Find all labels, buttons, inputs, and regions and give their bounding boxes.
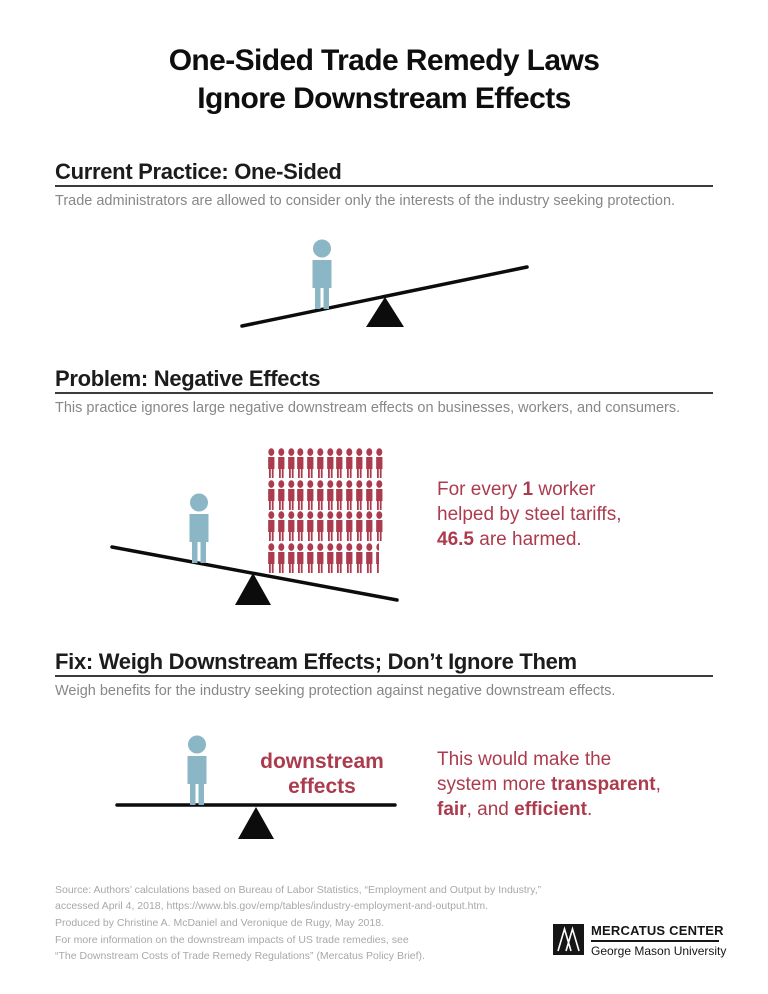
footer-more-info-line-1: For more information on the downstream impacts of US trade remedies, see bbox=[55, 934, 409, 946]
page-title bbox=[0, 42, 768, 118]
harmed-worker-icon bbox=[287, 511, 296, 541]
stat-emphasis: fair bbox=[437, 799, 467, 820]
stat-emphasis: transparent bbox=[551, 774, 656, 795]
harmed-worker-icon bbox=[306, 448, 315, 478]
protected-worker-icon bbox=[188, 736, 207, 806]
harmed-worker-icon bbox=[306, 480, 315, 510]
harmed-worker-icon bbox=[267, 480, 276, 510]
harmed-worker-icon bbox=[375, 448, 384, 478]
stat-text-benefits bbox=[437, 747, 727, 822]
harmed-worker-icon bbox=[267, 543, 276, 573]
harmed-worker-icon bbox=[296, 511, 305, 541]
harmed-figures-row bbox=[267, 448, 389, 478]
harmed-worker-icon bbox=[355, 543, 364, 573]
stat-text: . bbox=[586, 799, 593, 820]
footer-produced-text: Produced by Christine A. McDaniel and Veronique de Rugy, May 2018. bbox=[55, 917, 384, 929]
harmed-figures-row bbox=[267, 543, 389, 573]
harmed-worker-icon bbox=[335, 448, 344, 478]
harmed-worker-icon bbox=[326, 511, 335, 541]
harmed-worker-icon bbox=[335, 511, 344, 541]
footer-more-info-text bbox=[55, 933, 425, 964]
harmed-worker-icon bbox=[277, 543, 286, 573]
downstream-effects-label-line-1: downstream bbox=[260, 750, 384, 773]
harmed-worker-half-icon bbox=[375, 543, 379, 573]
seesaw-current-illustration bbox=[0, 227, 768, 345]
footer-source-line-1: Source: Authors’ calculations based on Bureau of Labor Statistics, “Employment and Output by Industry,” bbox=[55, 884, 542, 896]
harmed-worker-icon bbox=[365, 480, 374, 510]
mercatus-logo-mark-icon bbox=[553, 924, 584, 955]
page-title-line-1: One-Sided Trade Remedy Laws bbox=[168, 44, 600, 77]
section-heading-current: Current Practice: One-Sided bbox=[55, 159, 342, 184]
harmed-worker-icon bbox=[287, 448, 296, 478]
footer-source-line-2: accessed April 4, 2018, https://www.bls.gov/emp/tables/industry-employment-and-output.htm. bbox=[55, 899, 489, 912]
harmed-worker-icon bbox=[277, 448, 286, 478]
stat-text: , bbox=[655, 774, 661, 795]
stat-emphasis: efficient bbox=[514, 799, 587, 820]
harmed-worker-icon bbox=[277, 480, 286, 510]
harmed-figures-row bbox=[267, 480, 389, 510]
harmed-worker-icon bbox=[287, 480, 296, 510]
harmed-worker-icon bbox=[345, 480, 354, 510]
mercatus-logo bbox=[591, 923, 727, 958]
harmed-worker-icon bbox=[335, 543, 344, 573]
stat-emphasis: 46.5 bbox=[437, 529, 474, 550]
harmed-worker-icon bbox=[296, 543, 305, 573]
harmed-worker-icon bbox=[277, 511, 286, 541]
harmed-worker-icon bbox=[267, 511, 276, 541]
harmed-worker-icon bbox=[375, 511, 384, 541]
harmed-worker-icon bbox=[316, 480, 325, 510]
section-heading-problem: Problem: Negative Effects bbox=[55, 366, 321, 391]
mercatus-logo-name: MERCATUS CENTER bbox=[591, 923, 724, 938]
harmed-worker-icon bbox=[287, 543, 296, 573]
harmed-worker-icon bbox=[316, 511, 325, 541]
harmed-figures-grid bbox=[267, 448, 389, 574]
harmed-worker-icon bbox=[335, 480, 344, 510]
harmed-worker-icon bbox=[326, 543, 335, 573]
harmed-worker-icon bbox=[365, 511, 374, 541]
harmed-worker-icon bbox=[326, 448, 335, 478]
stat-emphasis: 1 bbox=[522, 479, 534, 500]
protected-worker-icon bbox=[313, 240, 332, 310]
harmed-worker-icon bbox=[345, 511, 354, 541]
harmed-worker-icon bbox=[316, 543, 325, 573]
harmed-worker-icon bbox=[296, 480, 305, 510]
harmed-worker-icon bbox=[296, 448, 305, 478]
mercatus-logo-divider bbox=[591, 940, 719, 942]
stat-text: This would make the bbox=[437, 749, 612, 770]
protected-worker-icon bbox=[190, 494, 209, 564]
stat-text: , and bbox=[466, 799, 515, 820]
stat-text-harmed bbox=[437, 477, 727, 552]
harmed-worker-icon bbox=[365, 448, 374, 478]
harmed-worker-icon bbox=[345, 448, 354, 478]
fulcrum-triangle-icon bbox=[238, 807, 274, 839]
harmed-worker-icon bbox=[306, 543, 315, 573]
fulcrum-triangle-icon bbox=[366, 297, 404, 327]
harmed-worker-icon bbox=[306, 511, 315, 541]
harmed-worker-icon bbox=[375, 480, 384, 510]
harmed-figures-row bbox=[267, 511, 389, 541]
section-rule-fix bbox=[55, 675, 713, 677]
stat-text: For every bbox=[437, 479, 523, 500]
harmed-worker-icon bbox=[326, 480, 335, 510]
harmed-worker-icon bbox=[316, 448, 325, 478]
section-subtitle-fix: Weigh benefits for the industry seeking protection against negative downstream effects. bbox=[55, 683, 616, 699]
harmed-worker-icon bbox=[355, 480, 364, 510]
section-subtitle-current: Trade administrators are allowed to consider only the interests of the industry seeking protection. bbox=[55, 193, 676, 209]
downstream-effects-label-line-2: effects bbox=[288, 775, 356, 798]
harmed-worker-icon bbox=[365, 543, 374, 573]
footer-source-text bbox=[55, 883, 541, 914]
section-heading-fix: Fix: Weigh Downstream Effects; Don’t Ignore Them bbox=[55, 649, 577, 674]
section-rule-current bbox=[55, 185, 713, 187]
harmed-worker-icon bbox=[345, 543, 354, 573]
mercatus-logo-university: George Mason University bbox=[591, 944, 727, 958]
harmed-worker-icon bbox=[355, 511, 364, 541]
stat-text: system more bbox=[437, 774, 552, 795]
harmed-worker-icon bbox=[355, 448, 364, 478]
section-subtitle-problem: This practice ignores large negative downstream effects on businesses, workers, and consumers. bbox=[55, 400, 681, 416]
stat-text: worker bbox=[533, 479, 596, 500]
stat-text: helped by steel tariffs, bbox=[437, 504, 622, 525]
stat-text: are harmed. bbox=[473, 529, 582, 550]
page-title-line-2: Ignore Downstream Effects bbox=[197, 82, 571, 115]
footer-more-info-line-2: “The Downstream Costs of Trade Remedy Regulations” (Mercatus Policy Brief). bbox=[55, 949, 425, 962]
section-rule-problem bbox=[55, 392, 713, 394]
harmed-worker-icon bbox=[267, 448, 276, 478]
downstream-effects-label bbox=[256, 749, 388, 799]
fulcrum-triangle-icon bbox=[235, 573, 271, 605]
